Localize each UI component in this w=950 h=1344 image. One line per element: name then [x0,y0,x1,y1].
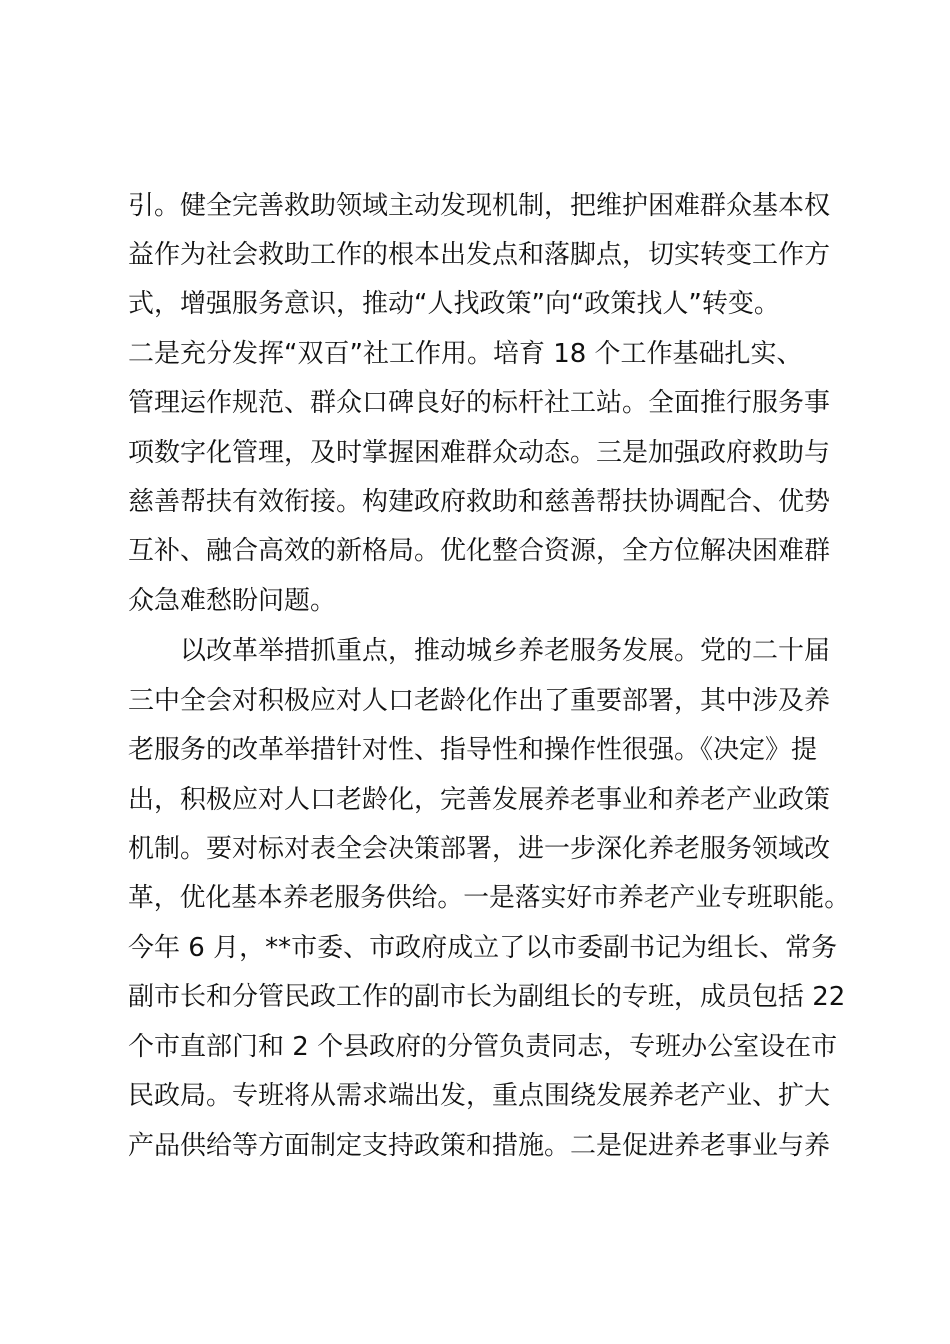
text-line: 民政局。专班将从需求端出发，重点围绕发展养老产业、扩大 [128,1081,831,1111]
paragraph-first-line: 以改革举措抓重点，推动城乡养老服务发展。党的二十届 [180,636,831,666]
text-line: 引。健全完善救助领域主动发现机制，把维护困难群众基本权 [128,191,831,221]
text-line: 二是充分发挥“双百”社工作用。培育 18 个工作基础扎实、 [128,339,803,369]
text-line: 式，增强服务意识，推动“人找政策”向“政策找人”转变。 [128,289,780,319]
text-line: 三中全会对积极应对人口老龄化作出了重要部署，其中涉及养 [128,686,831,716]
text-line: 项数字化管理，及时掌握困难群众动态。三是加强政府救助与 [128,438,831,468]
text-line: 管理运作规范、群众口碑良好的标杆社工站。全面推行服务事 [128,388,831,418]
text-line: 产品供给等方面制定支持政策和措施。二是促进养老事业与养 [128,1131,831,1161]
text-line: 慈善帮扶有效衔接。构建政府救助和慈善帮扶协调配合、优势 [128,487,831,517]
text-line: 益作为社会救助工作的根本出发点和落脚点，切实转变工作方 [128,240,831,270]
text-line: 互补、融合高效的新格局。优化整合资源，全方位解决困难群 [128,536,831,566]
text-line: 革，优化基本养老服务供给。一是落实好市养老产业专班职能。 [128,883,851,913]
text-line: 机制。要对标对表全会决策部署，进一步深化养老服务领域改 [128,834,831,864]
text-line: 副市长和分管民政工作的副市长为副组长的专班，成员包括 22 [128,982,846,1012]
text-line: 众急难愁盼问题。 [128,586,337,616]
text-line: 出，积极应对人口老龄化，完善发展养老事业和养老产业政策 [128,785,831,815]
text-line: 老服务的改革举措针对性、指导性和操作性很强。《决定》提 [128,735,818,765]
text-line: 个市直部门和 2 个县政府的分管负责同志，专班办公室设在市 [128,1032,838,1062]
text-line: 今年 6 月，**市委、市政府成立了以市委副书记为组长、常务 [128,933,838,963]
